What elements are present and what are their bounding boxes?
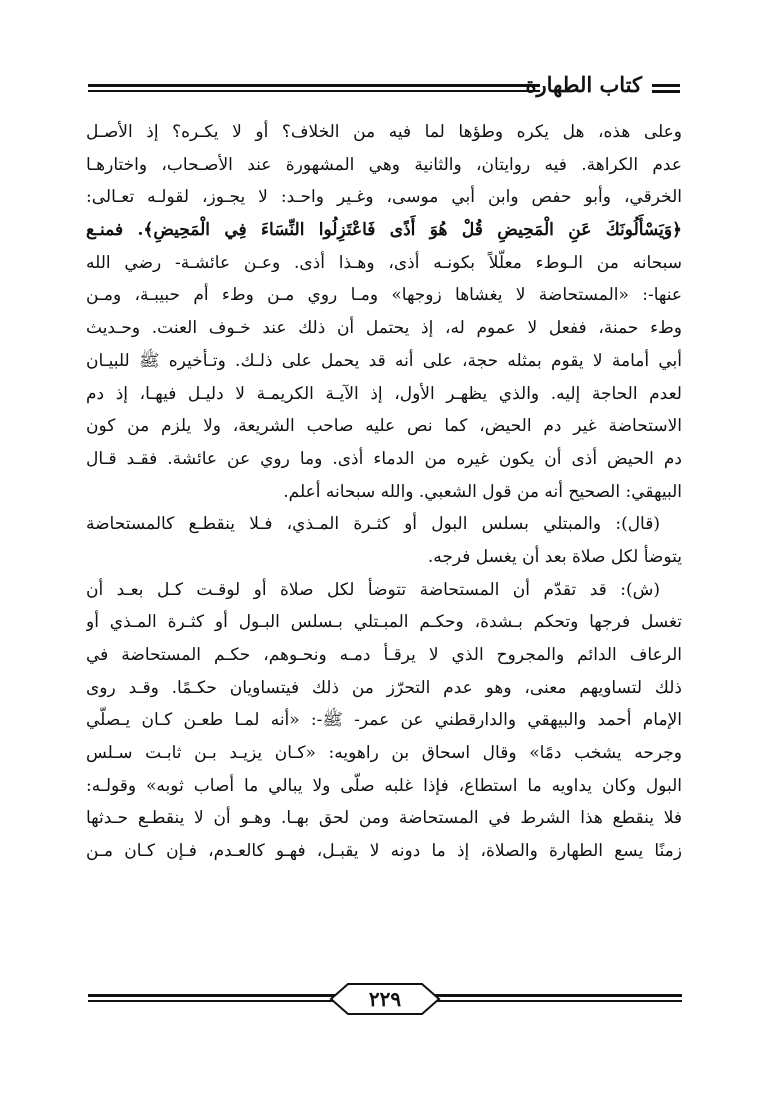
text-line: الرعاف الدائم والمجروح الذي لا يرقـأ دمـه ونحـوهم، حكـم المستحاضة في	[86, 645, 682, 665]
text-line: (ش): قد تقدّم أن المستحاضة تتوضأ لكل صلاة أو لوقـت كـل بعـد أن	[86, 579, 660, 600]
page-body	[86, 116, 682, 868]
text-line: تغسل فرجها وتحكم بـشدة، وحكـم المبـتلي بـسلس البـول أو كثـرة المـذي أو	[86, 612, 682, 633]
text-line: دم الحيض أذى أن يكون غيره من الدماء أذى. وما روي عن عائشة. فقـد قـال	[86, 448, 682, 469]
text-line: لعدم الحاجة إليه. والذي يظهـر الأول، إذ الآيـة الكريمـة لا دليـل فيهـا، إذ دم	[86, 383, 682, 404]
header-ornament	[652, 84, 680, 94]
text-line: عدم الكراهة. فيه روايتان، والثانية وهي المشهورة عند الأصـحاب، واختارهـا	[86, 154, 682, 175]
text-line: البول وكان يداويه ما استطاع، فإذا غلبه صلّى ولا يبالي ما أصاب ثوبه» وقولـه:	[86, 775, 682, 796]
text-line: سبحانه من الـوطء معلّلاً بكونـه أذى، وهـذا أذى. وعـن عائشـة- رضي الله	[86, 252, 682, 273]
text-line: وجرحه يشخب دمًا» وقال اسحاق بن راهويه: «كـان يزيـد بـن ثابـت سـلس	[86, 743, 682, 764]
footer-rule-right	[430, 994, 682, 1003]
text-line: زمنًا يسع الطهارة والصلاة، إذ ما دونه لا يقبـل، فهـو كالعـدم، فـإن كـان مـن	[86, 841, 682, 862]
text-line: فلا ينقطع هذا الشرط في المستحاضة ومن لحق بهـا. وهـو أن لا ينقطـع حـدثها	[86, 808, 682, 829]
page-number-frame	[328, 982, 442, 1016]
text-line: أبي أمامة لا يقوم بمثله حجة، على أنه قد يحمل على ذلـك. وتـأخيره ﷺ للبيـان	[86, 350, 682, 371]
text-line: الإمام أحمد والبيهقي والدارقطني عن عمر- ﷺ-: «أنه لمـا طعـن كـان يـصلّي	[86, 710, 682, 731]
text-line: عنها-: «المستحاضة لا يغشاها زوجها» ومـا روي مـن وطء أم حبيبـة، ومـن	[86, 285, 682, 306]
text-line: الخرقي، وأبو حفص وابن أبي موسى، وغـير واحـد: لا يجـوز، لقولـه تعـالى:	[86, 187, 682, 208]
header-rule	[88, 84, 540, 94]
chapter-title: كتاب الطهارة	[525, 72, 642, 97]
text-line: (قال): والمبتلي بسلس البول أو كثـرة المـذي، فـلا ينقطـع كالمستحاضة	[86, 514, 660, 535]
text-line: يتوضأ لكل صلاة بعد أن يغسل فرجه.	[427, 546, 682, 567]
text-line: البيهقي: الصحيح أنه من قول الشعبي. والله سبحانه أعلم.	[283, 481, 682, 502]
text-line: وطء حمنة، ففعل لا عموم له، إذ يحتمل أن ذلك عند خـوف العنت. وحـديث	[86, 318, 682, 339]
page-footer	[88, 982, 682, 1016]
page-number: ٢٢٩	[368, 987, 402, 1011]
text-line: ذلك لتساويهم معنى، وهو عدم التحرّز من ذلك فيتساويان حكـمًا. وقـد روى	[86, 677, 682, 698]
text-line: الاستحاضة غير دم الحيض، كما نص عليه صاحب الشريعة، ولا يلزم من كون	[86, 416, 682, 437]
quran-verse-line: ﴿وَيَسْأَلُونَكَ عَنِ الْمَحِيضِ قُلْ هُوَ أَذًى فَاعْتَزِلُوا النِّسَاءَ فِي الْمَحِيضِ﴾. فمنـع	[86, 220, 682, 241]
text-line: وعلى هذه، هل يكره وطؤها لما فيه من الخلاف؟ أو لا يكـره؟ إذ الأصـل	[86, 122, 682, 142]
running-header	[88, 70, 680, 104]
footer-rule-left	[88, 994, 340, 1003]
